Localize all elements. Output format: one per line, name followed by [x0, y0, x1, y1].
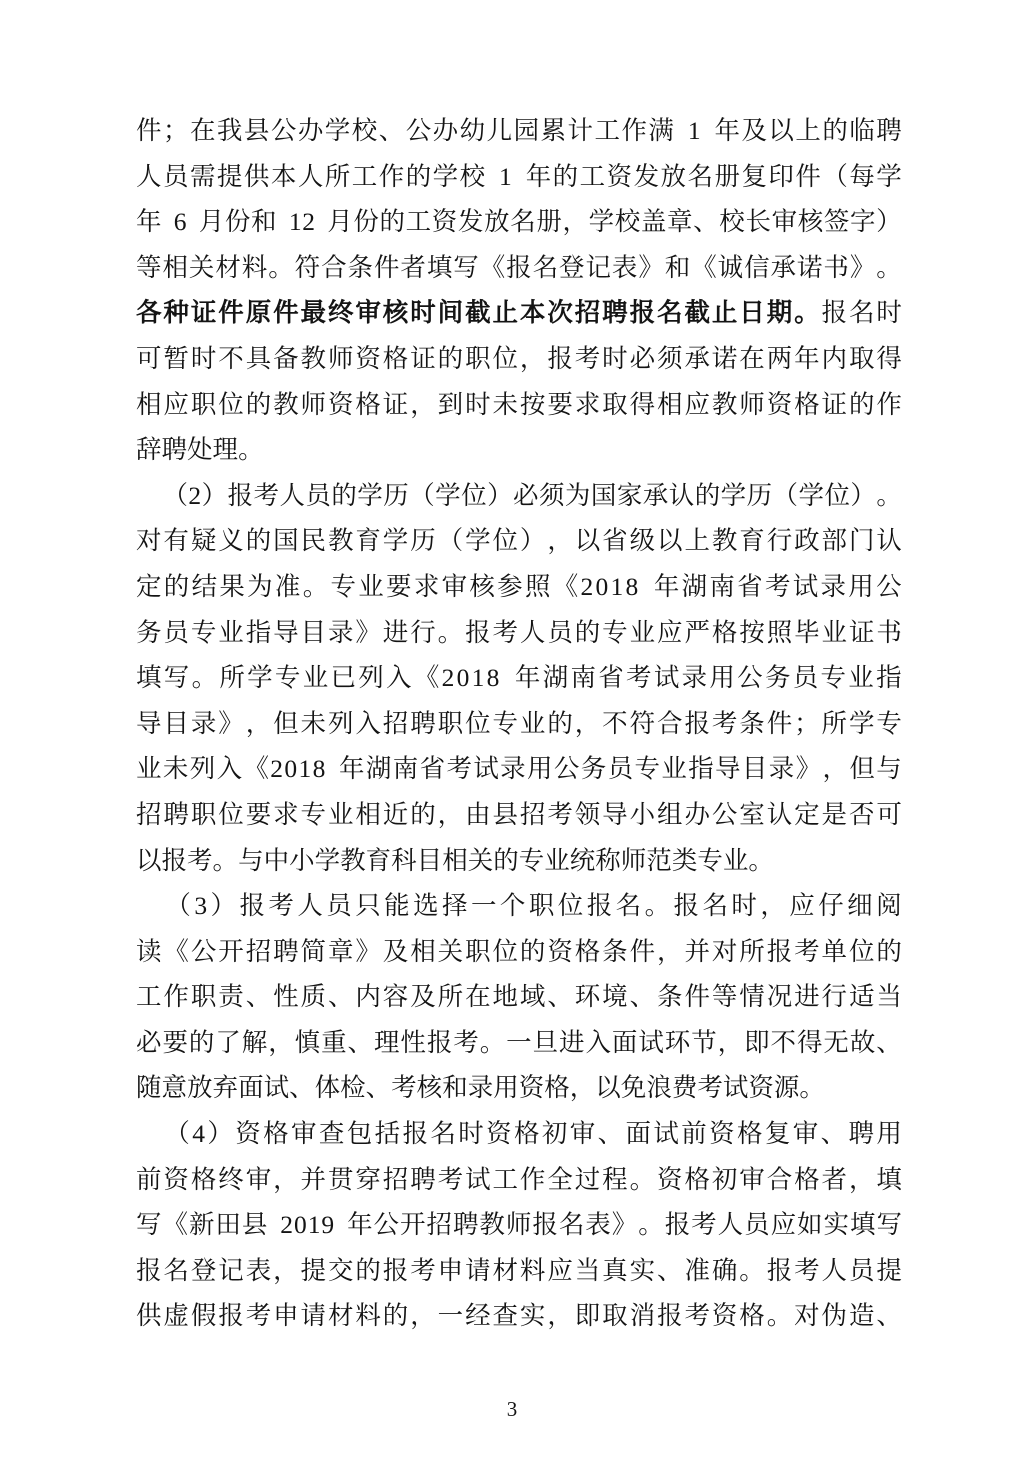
text-line: 供 虚 假 报 考 申 请 材 料 的 ， 一 经 查 实 ， 即 取 消 报 考 资 格 。 对 伪 造 、	[136, 1301, 902, 1331]
text-line: 年 6 月 份 和 1 2 月 份 的 工 资 发 放 名 册 ， 学 校 盖 章 、 校 长 审 核 签 字 ）	[136, 207, 902, 237]
text-line: 人 员 需 提 供 本 人 所 工 作 的 学 校 1 年 的 工 资 发 放 名 册 复 印 件 （ 每 学	[136, 161, 902, 191]
text-line: 招 聘 职 位 要 求 专 业 相 近 的 ， 由 县 招 考 领 导 小 组 办 公 室 认 定 是 否 可	[136, 799, 902, 829]
text-line: 随 意 放 弃 面 试 、 体 检 、 考 核 和 录 用 资 格 ， 以 免 浪 费 考 试 资 源 。	[136, 1073, 825, 1103]
text-line: 件 ； 在 我 县 公 办 学 校 、 公 办 幼 儿 园 累 计 工 作 满 1 年 及 以 上 的 临 聘	[136, 116, 902, 145]
text-line: 定 的 结 果 为 准 。 专 业 要 求 审 核 参 照 《 2 0 1 8 年 湖 南 省 考 试 录 用 公	[136, 571, 902, 601]
text-line: 等 相 关 材 料 。 符 合 条 件 者 填 写 《 报 名 登 记 表 》 和 《 诚 信 承 诺 书 》 。	[136, 252, 902, 282]
text-line: 必 要 的 了 解 ， 慎 重 、 理 性 报 考 。 一 旦 进 入 面 试 环 节 ， 即 不 得 无 故 、	[136, 1027, 902, 1057]
text-line: 相 应 职 位 的 教 师 资 格 证 ， 到 时 未 按 要 求 取 得 相 应 教 师 资 格 证 的 作	[136, 389, 902, 419]
text-line: 填 写 。 所 学 专 业 已 列 入 《 2 0 1 8 年 湖 南 省 考 试 录 用 公 务 员 专 业 指	[136, 663, 902, 693]
text-block	[136, 108, 902, 1339]
text-line: 前 资 格 终 审 ， 并 贯 穿 招 聘 考 试 工 作 全 过 程 。 资 格 初 审 合 格 者 ， 填	[136, 1164, 902, 1194]
page-number: 3	[506, 1397, 518, 1421]
text-line: 报 名 登 记 表 ， 提 交 的 报 考 申 请 材 料 应 当 真 实 、 准 确 。 报 考 人 员 提	[136, 1255, 902, 1285]
text-line: （ 4 ） 资 格 审 查 包 括 报 名 时 资 格 初 审 、 面 试 前 资 格 复 审 、 聘 用	[164, 1119, 902, 1149]
text-line: 写 《 新 田 县 2 0 1 9 年 公 开 招 聘 教 师 报 名 表 》 。 报 考 人 员 应 如 实 填 写	[136, 1210, 902, 1240]
text-line: 业 未 列 入 《 2 0 1 8 年 湖 南 省 考 试 录 用 公 务 员 专 业 指 导 目 录 》 ， 但 与	[136, 754, 902, 784]
text-line: 以 报 考 。 与 中 小 学 教 育 科 目 相 关 的 专 业 统 称 师 范 类 专 业 。	[136, 845, 774, 875]
text-line: 读 《 公 开 招 聘 简 章 》 及 相 关 职 位 的 资 格 条 件 ， 并 对 所 报 考 单 位 的	[136, 936, 902, 966]
text-line: 辞 聘 处 理 。	[136, 435, 264, 465]
text-line: 各 种 证 件 原 件 最 终 审 核 时 间 截 止 本 次 招 聘 报 名 截 止 日 期 。 报 名 时	[136, 298, 902, 328]
text-line: 工 作 职 责 、 性 质 、 内 容 及 所 在 地 域 、 环 境 、 条 件 等 情 况 进 行 适 当	[136, 982, 902, 1012]
text-line: 可 暂 时 不 具 备 教 师 资 格 证 的 职 位 ， 报 考 时 必 须 承 诺 在 两 年 内 取 得	[136, 343, 902, 373]
text-line: （ 2 ） 报 考 人 员 的 学 历 （ 学 位 ） 必 须 为 国 家 承 认 的 学 历 （ 学 位 ） 。	[162, 480, 902, 510]
text-line: 务 员 专 业 指 导 目 录 》 进 行 。 报 考 人 员 的 专 业 应 严 格 按 照 毕 业 证 书	[136, 617, 902, 647]
text-line: （ 3 ） 报 考 人 员 只 能 选 择 一 个 职 位 报 名 。 报 名 时 ， 应 仔 细 阅	[165, 891, 902, 921]
text-line: 对 有 疑 义 的 国 民 教 育 学 历 （ 学 位 ） ， 以 省 级 以 上 教 育 行 政 部 门 认	[136, 526, 902, 556]
text-line: 导 目 录 》 ， 但 未 列 入 招 聘 职 位 专 业 的 ， 不 符 合 报 考 条 件 ； 所 学 专	[136, 708, 902, 738]
